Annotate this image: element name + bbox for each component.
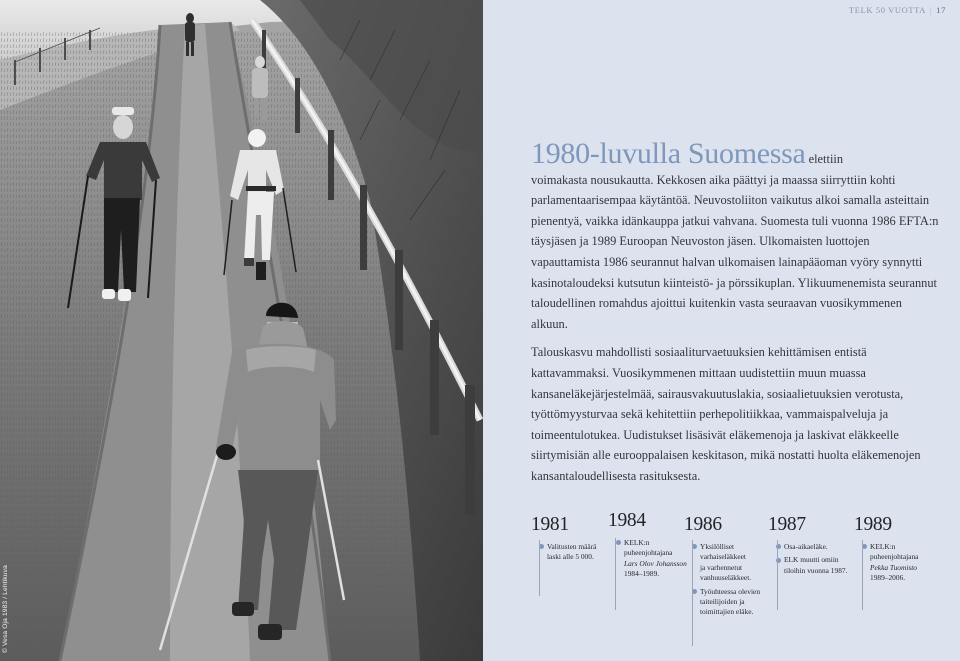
photo-credit: © Vesa Oja 1983 / Lehtikuva: [2, 565, 9, 653]
paragraph-1-text: voimakasta nousukautta. Kekkosen aika päättyi ja maassa siirryttiin kohti parlamentaarisempaa käytäntöä. Neuvostoliiton vaikutus alkoi samalla asteittain pienentyä, vaikka idänkauppa jatkui vahvana. Suomesta tuli vuonna 1986 EFTA:n täysjäsen ja 1989 Euroopan Neuvoston jäsen. Ulkomaisten luottojen vapauttamista 1986 seurannut halvan ulkomaisen lainapääoman vyöry synnytti kasinotaloudeksi kutsutun kiinteistö- ja pörssikuplan. Ylikuumenemista seurannut taloudellinen romahdus ajoittui kuitenkin vasta seuraavan vuosikymmenen alkuun.: [531, 172, 939, 331]
timeline-items: [768, 542, 847, 576]
lead-suffix: elettiin: [805, 152, 844, 166]
running-header: [849, 5, 946, 15]
timeline-item-name: Lars Olov Johansson: [624, 558, 687, 568]
timeline-year: 1984: [608, 510, 646, 531]
timeline-item: [539, 542, 596, 563]
timeline-item-line: ELK muutti omiin: [784, 555, 839, 565]
paragraph-1: [531, 139, 941, 334]
timeline-item-line: toimittajien eläke.: [700, 607, 754, 617]
paragraph-2: Talouskasvu mahdollisti sosiaaliturvaetuuksien kehittämisen entistä kattavammaksi. Vuosikymmenen mittaan uudistettiin muun muassa kansaneläkejärjestelmää, sairausvakuutuslakia, sosiaalietuuksien verotusta, työttömyysturvaa sekä kehitettiin perhepolitiikkaa, vammaispalveluja ja toimeentulotukea. Uudistukset lisäsivät eläkemenoja ja laskivat eläkkeelle siirtymisiän alle eurooppalaisen keskitason, mikä nostatti huolta eläkemenojen kansantaloudellisesta rasituksesta.: [531, 345, 921, 483]
timeline-items: [531, 542, 596, 563]
bullet-dot-icon: [616, 540, 621, 545]
timeline-item-line: puheenjohtajana: [870, 552, 919, 562]
timeline-divider: [862, 540, 863, 610]
timeline-item-period: 1989–2006.: [870, 573, 906, 583]
timeline-item-line: vanhuuseläkkeet.: [700, 573, 752, 583]
timeline-item-line: ja varhennetut: [700, 562, 743, 572]
timeline-item: [776, 542, 847, 552]
timeline-entry-1984: [608, 510, 687, 583]
timeline-item-line: puheenjohtajana: [624, 548, 673, 558]
timeline-divider: [692, 540, 693, 646]
timeline-item: [616, 538, 687, 580]
timeline-divider: [777, 540, 778, 610]
timeline-year: 1989: [854, 514, 892, 535]
timeline-item-period: 1984–1989.: [624, 569, 660, 579]
timeline-item: [862, 542, 918, 584]
timeline-item-line: tiloihin vuonna 1987.: [784, 565, 848, 575]
timeline-item-line: Yksilölliset: [700, 542, 735, 551]
timeline-entry-1981: [531, 514, 596, 566]
timeline-item-line: KELK:n: [624, 538, 650, 547]
timeline-entry-1986: [684, 514, 760, 621]
timeline-entry-1989: [854, 514, 918, 587]
timeline-item: [776, 555, 847, 576]
article-body: [531, 139, 941, 495]
lead-heading: 1980-luvulla Suomessa: [531, 137, 806, 170]
timeline-item-line: KELK:n: [870, 542, 896, 551]
timeline-item: [692, 542, 760, 584]
timeline-items: [854, 542, 918, 584]
timeline-item: [692, 587, 760, 618]
timeline-item-line: laski alle 5 000.: [547, 552, 594, 562]
timeline-year: 1986: [684, 514, 722, 535]
timeline-year: 1987: [768, 514, 806, 535]
timeline-year: 1981: [531, 514, 569, 535]
timeline-item-line: Valitusten määrä: [547, 542, 597, 551]
page-number: 17: [936, 5, 946, 15]
header-separator: |: [929, 5, 933, 15]
timeline-items: [608, 538, 687, 580]
timeline-item-line: Työuhteessa olevien: [700, 586, 761, 596]
timeline-item-name: Pekka Tuomisto: [870, 562, 918, 572]
timeline-entry-1987: [768, 514, 847, 579]
timeline-divider: [615, 538, 616, 610]
timeline-item-line: taiteilijoiden ja: [700, 597, 745, 607]
timeline-divider: [539, 540, 540, 596]
timeline: [531, 510, 951, 634]
section-title: TELK 50 VUOTTA: [849, 5, 926, 15]
timeline-item-line: Osa-aikaeläke.: [784, 542, 828, 551]
timeline-items: [684, 542, 760, 618]
timeline-item-line: varhaiseläkkeet: [700, 552, 746, 562]
